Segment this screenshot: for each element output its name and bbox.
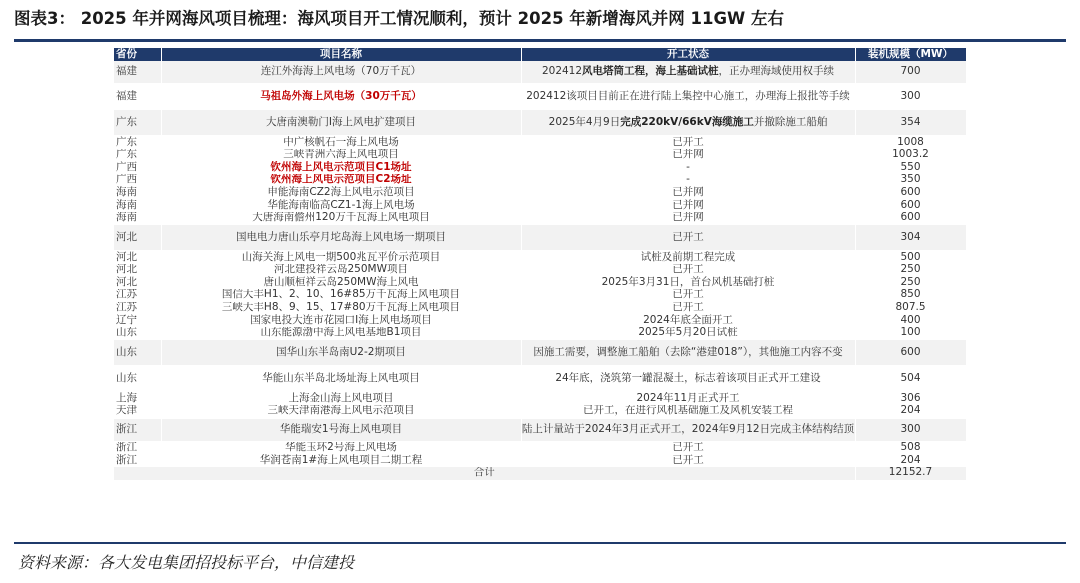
cell-status: 已并网	[521, 199, 855, 212]
cell-capacity: 100	[855, 327, 966, 340]
cell-capacity: 550	[855, 161, 966, 174]
cell-capacity: 300	[855, 418, 966, 441]
cell-province: 广西	[114, 174, 161, 187]
cell-province: 海南	[114, 212, 161, 225]
cell-project: 国信大丰H1、2、10、16#85万千瓦海上风电项目	[161, 289, 521, 302]
table-row	[114, 264, 966, 277]
cell-capacity: 807.5	[855, 302, 966, 315]
cell-province: 浙江	[114, 418, 161, 441]
cell-project: 华能海南临高CZ1-1海上风电场	[161, 199, 521, 212]
status-text: 202412	[541, 65, 583, 78]
table-row	[114, 136, 966, 149]
table-row	[114, 392, 966, 405]
cell-province: 山东	[114, 340, 161, 366]
cell-status: 已开工	[521, 289, 855, 302]
table-row	[114, 289, 966, 302]
cell-project: 河北建投祥云岛250MW项目	[161, 264, 521, 277]
cell-status: 已开工	[521, 441, 855, 454]
cell-status: 试桩及前期工程完成	[521, 251, 855, 264]
table-row	[114, 161, 966, 174]
cell-province: 辽宁	[114, 314, 161, 327]
table-row	[114, 110, 966, 136]
figure-title: 图表3： 2025 年并网海风项目梳理：海风项目开工情况顺利，预计 2025 年新增海风并网 11GW 左右	[14, 9, 784, 28]
cell-status: 202412该项目目前正在进行陆上集控中心施工，办理海上报批等手续	[521, 84, 855, 110]
table-row	[114, 276, 966, 289]
cell-project: 钦州海上风电示范项目C1场址	[161, 161, 521, 174]
table-row	[114, 149, 966, 162]
cell-capacity: 350	[855, 174, 966, 187]
cell-status: 2024年11月正式开工	[521, 392, 855, 405]
col-header-capacity: 装机规模（MW）	[855, 48, 966, 61]
cell-project: 国电电力唐山乐亭月坨岛海上风电场一期项目	[161, 225, 521, 251]
total-capacity: 12152.7	[855, 467, 966, 480]
status-text: ，正办理海域使用权手续	[718, 65, 835, 78]
total-label: 合计	[114, 467, 855, 480]
status-highlight: 完成220kV/66kV海缆施工	[620, 115, 754, 128]
cell-province: 浙江	[114, 441, 161, 454]
cell-province: 广东	[114, 110, 161, 136]
cell-status: 2025年5月20日试桩	[521, 327, 855, 340]
cell-capacity: 700	[855, 61, 966, 84]
cell-province: 海南	[114, 186, 161, 199]
cell-project: 中广核帆石一海上风电场	[161, 136, 521, 149]
cell-status: 已并网	[521, 212, 855, 225]
cell-project: 国家电投大连市花园口Ⅰ海上风电场项目	[161, 314, 521, 327]
cell-province: 浙江	[114, 454, 161, 467]
cell-project: 华润苍南1#海上风电项目二期工程	[161, 454, 521, 467]
cell-province: 天津	[114, 405, 161, 418]
table-row	[114, 212, 966, 225]
cell-status: 已开工	[521, 302, 855, 315]
cell-capacity: 400	[855, 314, 966, 327]
cell-province: 海南	[114, 199, 161, 212]
cell-capacity: 850	[855, 289, 966, 302]
cell-capacity: 600	[855, 199, 966, 212]
cell-capacity: 250	[855, 276, 966, 289]
cell-capacity: 250	[855, 264, 966, 277]
col-header-project: 项目名称	[161, 48, 521, 61]
cell-project: 钦州海上风电示范项目C2场址	[161, 174, 521, 187]
cell-status: 2024年底全面开工	[521, 314, 855, 327]
cell-capacity: 204	[855, 454, 966, 467]
cell-capacity: 300	[855, 84, 966, 110]
cell-project: 连江外海海上风电场（70万千瓦）	[161, 61, 521, 84]
cell-province: 江苏	[114, 302, 161, 315]
table-row	[114, 186, 966, 199]
status-text: 并撤除施工船舶	[753, 115, 828, 128]
cell-province: 福建	[114, 84, 161, 110]
table-row	[114, 405, 966, 418]
cell-province: 广东	[114, 149, 161, 162]
cell-status: 因施工需要，调整施工船舶（去除“港建018”），其他施工内容不变	[521, 340, 855, 366]
cell-province: 广东	[114, 136, 161, 149]
cell-province: 山东	[114, 327, 161, 340]
cell-province: 山东	[114, 366, 161, 392]
cell-capacity: 354	[855, 110, 966, 136]
cell-capacity: 600	[855, 340, 966, 366]
cell-project: 大唐海南儋州120万千瓦海上风电项目	[161, 212, 521, 225]
col-header-status: 开工状态	[521, 48, 855, 61]
cell-project: 山东能源渤中海上风电基地B1项目	[161, 327, 521, 340]
cell-project: 大唐南澳勒门I海上风电扩建项目	[161, 110, 521, 136]
cell-project: 三峡青洲六海上风电项目	[161, 149, 521, 162]
status-highlight: 风电塔筒工程，海上基础试桩	[582, 65, 719, 78]
cell-province: 上海	[114, 392, 161, 405]
cell-province: 河北	[114, 225, 161, 251]
cell-capacity: 600	[855, 212, 966, 225]
cell-project: 国华山东半岛南U2-2期项目	[161, 340, 521, 366]
cell-project: 唐山顺桓祥云岛250MW海上风电	[161, 276, 521, 289]
cell-project: 申能海南CZ2海上风电示范项目	[161, 186, 521, 199]
status-text: 2025年4月9日	[548, 115, 621, 128]
cell-project: 马祖岛外海上风电场（30万千瓦）	[161, 84, 521, 110]
cell-project: 华能山东半岛北场址海上风电项目	[161, 366, 521, 392]
cell-status: 已并网	[521, 186, 855, 199]
cell-project: 三峡大丰H8、9、15、17#80万千瓦海上风电项目	[161, 302, 521, 315]
table-row	[114, 302, 966, 315]
cell-status: 24年底，浇筑第一罐混凝土，标志着该项目正式开工建设	[521, 366, 855, 392]
header-row	[114, 48, 966, 61]
table-row	[114, 340, 966, 366]
total-row	[114, 467, 966, 480]
table-row	[114, 314, 966, 327]
cell-project: 华能瑞安1号海上风电项目	[161, 418, 521, 441]
cell-status: 已开工	[521, 454, 855, 467]
cell-status: 已开工，在进行风机基础施工及风机安装工程	[521, 405, 855, 418]
cell-capacity: 304	[855, 225, 966, 251]
cell-status: 已开工	[521, 264, 855, 277]
project-table	[114, 48, 967, 480]
table-row	[114, 61, 966, 84]
cell-province: 广西	[114, 161, 161, 174]
table-row	[114, 327, 966, 340]
cell-status	[521, 110, 855, 136]
cell-status: -	[521, 174, 855, 187]
cell-capacity: 508	[855, 441, 966, 454]
source-note: 资料来源：各大发电集团招投标平台，中信建投	[18, 553, 355, 572]
table-row	[114, 454, 966, 467]
cell-capacity: 1008	[855, 136, 966, 149]
cell-capacity: 600	[855, 186, 966, 199]
cell-province: 河北	[114, 264, 161, 277]
cell-status: 陆上计量站于2024年3月正式开工，2024年9月12日完成主体结构结顶	[521, 418, 855, 441]
table-row	[114, 366, 966, 392]
cell-province: 河北	[114, 276, 161, 289]
table-row	[114, 418, 966, 441]
cell-province: 江苏	[114, 289, 161, 302]
footer-rule	[14, 542, 1066, 544]
cell-project: 山海关海上风电一期500兆瓦平价示范项目	[161, 251, 521, 264]
cell-status: -	[521, 161, 855, 174]
cell-project: 华能玉环2号海上风电场	[161, 441, 521, 454]
title-rule	[14, 39, 1066, 42]
table-row	[114, 251, 966, 264]
cell-capacity: 204	[855, 405, 966, 418]
table-row	[114, 225, 966, 251]
table-row	[114, 199, 966, 212]
cell-status: 已并网	[521, 149, 855, 162]
cell-status: 已开工	[521, 225, 855, 251]
cell-project: 三峡天津南港海上风电示范项目	[161, 405, 521, 418]
cell-province: 福建	[114, 61, 161, 84]
table-row	[114, 84, 966, 110]
cell-status: 2025年3月31日，首台风机基础打桩	[521, 276, 855, 289]
table-row	[114, 441, 966, 454]
cell-capacity: 504	[855, 366, 966, 392]
cell-status: 已开工	[521, 136, 855, 149]
cell-capacity: 306	[855, 392, 966, 405]
cell-province: 河北	[114, 251, 161, 264]
col-header-province: 省份	[114, 48, 161, 61]
cell-status	[521, 61, 855, 84]
cell-project: 上海金山海上风电项目	[161, 392, 521, 405]
cell-capacity: 1003.2	[855, 149, 966, 162]
cell-capacity: 500	[855, 251, 966, 264]
table-row	[114, 174, 966, 187]
